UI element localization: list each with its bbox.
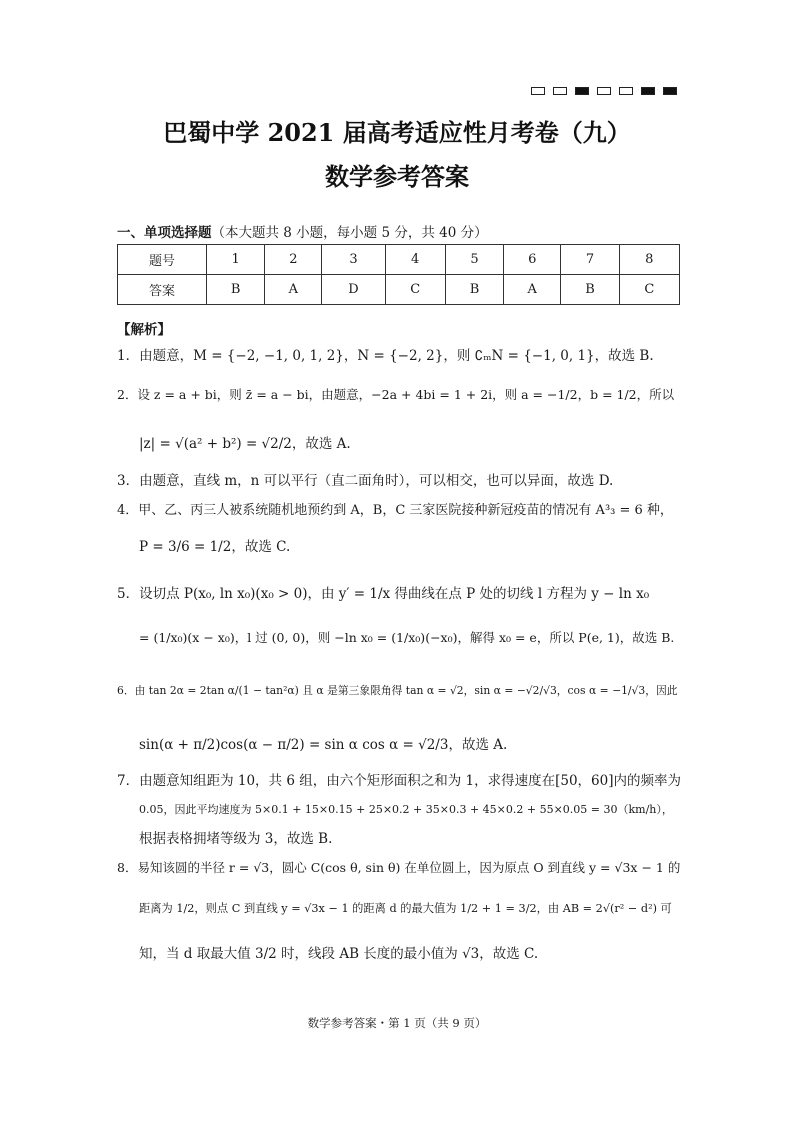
page-mark	[553, 87, 567, 95]
solution-7-line-3: 根据表格拥堵等级为 3，故选 B.	[139, 831, 333, 847]
page-mark	[619, 87, 633, 95]
solution-7-line-2: 0.05，因此平均速度为 5×0.1 + 15×0.15 + 25×0.2 + 35×0.3 + 45×0.2 + 55×0.05 = 30（km/h），	[139, 803, 673, 816]
section-note: （本大题共 8 小题，每小题 5 分，共 40 分）	[211, 225, 488, 241]
solution-3: 3．由题意，直线 m，n 可以平行（直二面角时），可以相交，也可以异面，故选 D.	[117, 473, 614, 489]
answer-cell: C	[619, 275, 679, 305]
question-number: 7	[561, 245, 619, 275]
solution-5-line-1: 5．设切点 P(x₀, ln x₀)(x₀ > 0)，由 y′ = 1/x 得曲线在点 P 处的切线 l 方程为 y − ln x₀	[117, 586, 650, 602]
answer-table	[117, 244, 680, 305]
section-label: 一、单项选择题	[117, 225, 212, 241]
solution-8-line-2: 距离为 1/2，则点 C 到直线 y = √3x − 1 的距离 d 的最大值为 1/2 + 1 = 3/2，由 AB = 2√(r² − d²) 可	[139, 902, 672, 915]
page-footer: 数学参考答案・第 1 页（共 9 页）	[307, 1016, 487, 1030]
document-title: 巴蜀中学 2021 届高考适应性月考卷（九）	[163, 118, 631, 147]
solution-5-line-2: = (1/x₀)(x − x₀)，l 过 (0, 0)，则 −ln x₀ = (1/x₀)(−x₀)，解得 x₀ = e，所以 P(e, 1)，故选 B.	[139, 630, 675, 645]
question-number: 2	[265, 245, 322, 275]
solution-8-line-3: 知，当 d 取最大值 3/2 时，线段 AB 长度的最小值为 √3，故选 C.	[139, 946, 539, 962]
answer-cell: B	[445, 275, 503, 305]
question-number: 3	[322, 245, 385, 275]
solution-4-line-2: P = 3/6 = 1/2，故选 C.	[139, 539, 291, 555]
table-header-cell: 题号	[118, 245, 207, 275]
solution-6-line-1: 6．由 tan 2α = 2tan α/(1 − tan²α) 且 α 是第三象限角得 tan α = √2，sin α = −√2/√3，cos α = −1/√3，因此	[117, 684, 678, 697]
solution-8-line-1: 8．易知该圆的半径 r = √3，圆心 C(cos θ, sin θ) 在单位圆上，因为原点 O 到直线 y = √3x − 1 的	[117, 860, 681, 875]
section-heading	[117, 221, 488, 241]
answer-cell: A	[265, 275, 322, 305]
document-subtitle: 数学参考答案	[325, 162, 469, 191]
answer-cell: B	[561, 275, 619, 305]
solution-2-line-1: 2．设 z = a + bi，则 z̄ = a − bi，由题意，−2a + 4bi = 1 + 2i，则 a = −1/2，b = 1/2，所以	[117, 387, 675, 402]
question-number: 5	[445, 245, 503, 275]
question-number: 1	[207, 245, 265, 275]
question-number: 8	[619, 245, 679, 275]
page-mark	[575, 87, 589, 95]
table-header-cell: 答案	[118, 275, 207, 305]
question-number: 6	[504, 245, 561, 275]
page-mark	[663, 87, 677, 95]
solution-1: 1．由题意，M = {−2, −1, 0, 1, 2}，N = {−2, 2}，则 ∁ₘN = {−1, 0, 1}，故选 B.	[117, 348, 654, 364]
answer-cell: A	[504, 275, 561, 305]
solution-2-line-2: |z| = √(a² + b²) = √2/2，故选 A.	[139, 436, 351, 452]
solution-4-line-1: 4．甲、乙、丙三人被系统随机地预约到 A，B，C 三家医院接种新冠疫苗的情况有 A³₃ = 6 种，	[117, 503, 673, 518]
analysis-heading: 【解析】	[117, 322, 171, 338]
answer-cell: D	[322, 275, 385, 305]
table-row	[118, 245, 680, 275]
page-mark	[641, 87, 655, 95]
page-mark	[531, 87, 545, 95]
answer-cell: C	[385, 275, 445, 305]
page-mark	[597, 87, 611, 95]
table-row	[118, 275, 680, 305]
solution-6-line-2: sin(α + π/2)cos(α − π/2) = sin α cos α = √2/3，故选 A.	[139, 737, 508, 753]
answer-cell: B	[207, 275, 265, 305]
solution-7-line-1: 7．由题意知组距为 10，共 6 组，由六个矩形面积之和为 1，求得速度在[50，60]内的频率为	[117, 773, 681, 789]
page-marks	[531, 87, 677, 95]
question-number: 4	[385, 245, 445, 275]
